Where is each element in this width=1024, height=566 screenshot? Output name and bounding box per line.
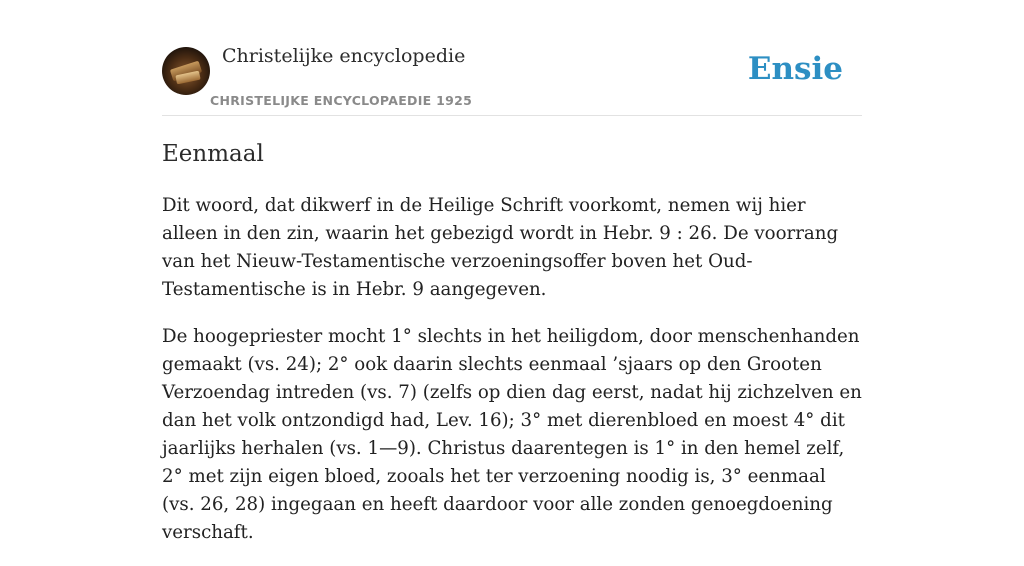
article-paragraph: Dit woord, dat dikwerf in de Heilige Schrift voorkomt, nemen wij hier alleen in den zin, waarin het gebezigd wordt in Hebr. 9 : 26. De voorrang van het Nieuw-Testamentische verzoeningsoffer boven het Oud-Testamentische is in Hebr. 9 aangegeven. xyxy=(162,195,839,300)
encyclopedia-name-link[interactable]: Christelijke encyclopedie xyxy=(222,45,466,67)
brand-logo-link[interactable]: Ensie xyxy=(747,51,843,87)
article-paragraph: De hoogepriester mocht 1° slechts in het heiligdom, door menschenhanden gemaakt (vs. 24); 2° ook daarin slechts eenmaal ’sjaars op den Grooten Verzoendag intreden (vs. 7) (zelfs op dien dag eerst, nadat hij zichzelven en dan het volk ontzondigd had, Lev. 16); 3° met dierenbloed en moest 4° dit jaarlijks herhalen (vs. 1—9). Christus daarentegen is 1° in den hemel zelf, 2° met zijn eigen bloed, zooals het ter verzoening noodig is, 3° eenmaal (vs. 26, 28) ingegaan en heeft daardoor voor alle zonden genoegdoening verschaft. xyxy=(162,326,862,543)
encyclopedia-avatar[interactable] xyxy=(162,47,210,95)
encyclopedia-subtitle: CHRISTELIJKE ENCYCLOPAEDIE 1925 xyxy=(210,93,473,108)
article-body xyxy=(162,192,862,566)
site-header xyxy=(162,0,862,116)
content-container xyxy=(162,0,862,543)
article-title: Eenmaal xyxy=(162,141,264,167)
